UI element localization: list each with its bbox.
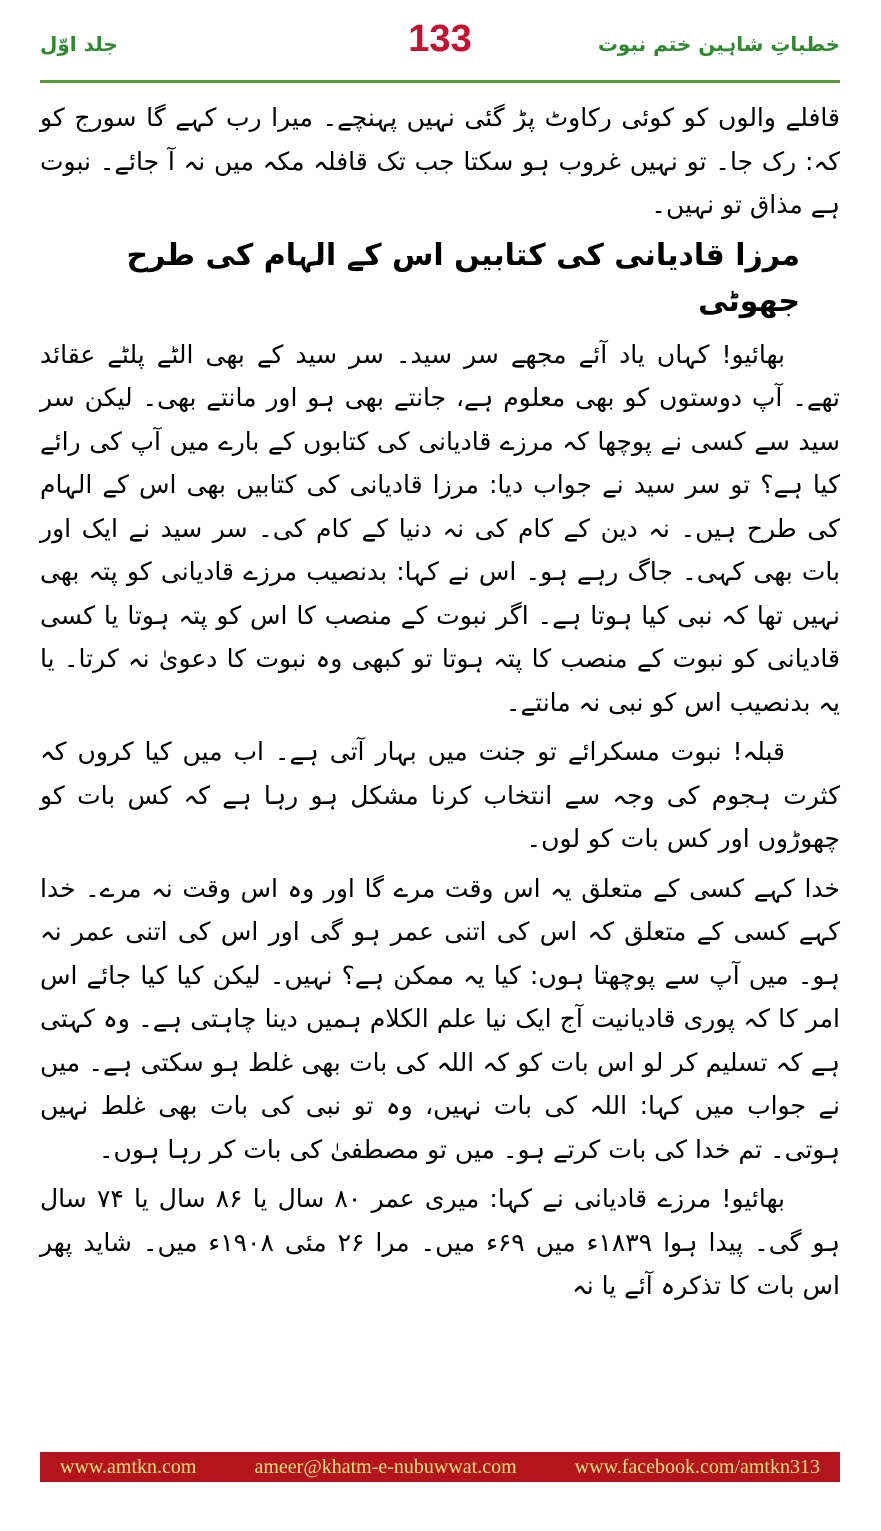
email-link[interactable]: ameer@khatm-e-nubuwwat.com — [254, 1455, 517, 1478]
paragraph-2: قبلہ! نبوت مسکرائے تو جنت میں بہار آتی ہے۔ اب میں کیا کروں کہ کثرت ہجوم کی وجہ سے انتخاب کرنا مشکل ہو رہا ہے کہ کس بات کو چھوڑوں اور کس بات کو لوں۔ — [40, 737, 840, 853]
page-body — [40, 96, 840, 1441]
book-title: خطباتِ شاہین ختم نبوت — [597, 32, 840, 56]
facebook-link[interactable]: www.facebook.com/amtkn313 — [574, 1455, 820, 1478]
page-header — [40, 18, 840, 76]
page-number: 133 — [408, 18, 472, 60]
volume-label: جلد اوّل — [40, 32, 118, 56]
website-link[interactable]: www.amtkn.com — [60, 1455, 197, 1478]
paragraph-4: بھائیو! مرزے قادیانی نے کہا: میری عمر ۸۰ سال یا ۸۶ سال یا ۷۴ سال ہو گی۔ پیدا ہوا ۱۸۳۹ء میں ۶۹ء میں۔ مرا ۲۶ مئی ۱۹۰۸ء میں۔ شاید پھر اس بات کا تذکرہ آئے یا نہ — [40, 1184, 840, 1300]
intro-paragraph: قافلے والوں کو کوئی رکاوٹ پڑ گئی نہیں پہنچے۔ میرا رب کہے گا سورج کو کہ: رک جا۔ تو نہیں غروب ہو سکتا جب تک قافلہ مکہ میں نہ آ جائے۔ نبوت ہے مذاق تو نہیں۔ — [40, 103, 840, 219]
section-heading: مرزا قادیانی کی کتابیں اس کے الہام کی طرح جھوٹی — [126, 237, 800, 319]
header-divider — [40, 80, 840, 83]
paragraph-1: بھائیو! کہاں یاد آئے مجھے سر سید۔ سر سید کے بھی الٹے پلٹے عقائد تھے۔ آپ دوستوں کو بھی معلوم ہے، جانتے بھی ہو اور مانتے بھی۔ لیکن سر سید سے کسی نے پوچھا کہ مرزے قادیانی کی کتابوں کے بارے میں آپ کی رائے کیا ہے؟ تو سر سید نے جواب دیا: مرزا قادیانی کی کتابیں بھی اس کے الہام کی طرح ہیں۔ نہ دین کے کام کی نہ دنیا کے کام کی۔ سر سید نے ایک اور بات بھی کہی۔ جاگ رہے ہو۔ اس نے کہا: بدنصیب مرزے قادیانی کو پتہ بھی نہیں تھا کہ نبی کیا ہوتا ہے۔ اگر نبوت کے منصب کا اس کو پتہ ہوتا یا کسی قادیانی کو نبوت کے منصب کا پتہ ہوتا تو کبھی وہ نبوت کا دعویٰ نہ کرتا۔ یا یہ بدنصیب اس کو نبی نہ مانتے۔ — [40, 339, 840, 717]
page-footer — [40, 1452, 840, 1482]
paragraph-3: خدا کہے کسی کے متعلق یہ اس وقت مرے گا اور وہ اس وقت نہ مرے۔ خدا کہے کسی کے متعلق کہ اس کی اتنی عمر ہو گی اور اس کی اتنی عمر نہ ہو۔ میں آپ سے پوچھتا ہوں: کیا یہ ممکن ہے؟ نہیں۔ لیکن کیا کیا جائے اس امر کا کہ پوری قادیانیت آج ایک نیا علم الکلام ہمیں دینا چاہتی ہے۔ وہ کہتی ہے کہ تسلیم کر لو اس بات کو کہ اللہ کی بات بھی غلط ہو سکتی ہے۔ میں نے جواب میں کہا: اللہ کی بات نہیں، وہ تو نبی کی بات بھی غلط نہیں ہوتی۔ تم خدا کی بات کرتے ہو۔ میں تو مصطفیٰ کی بات کر رہا ہوں۔ — [40, 873, 840, 1164]
